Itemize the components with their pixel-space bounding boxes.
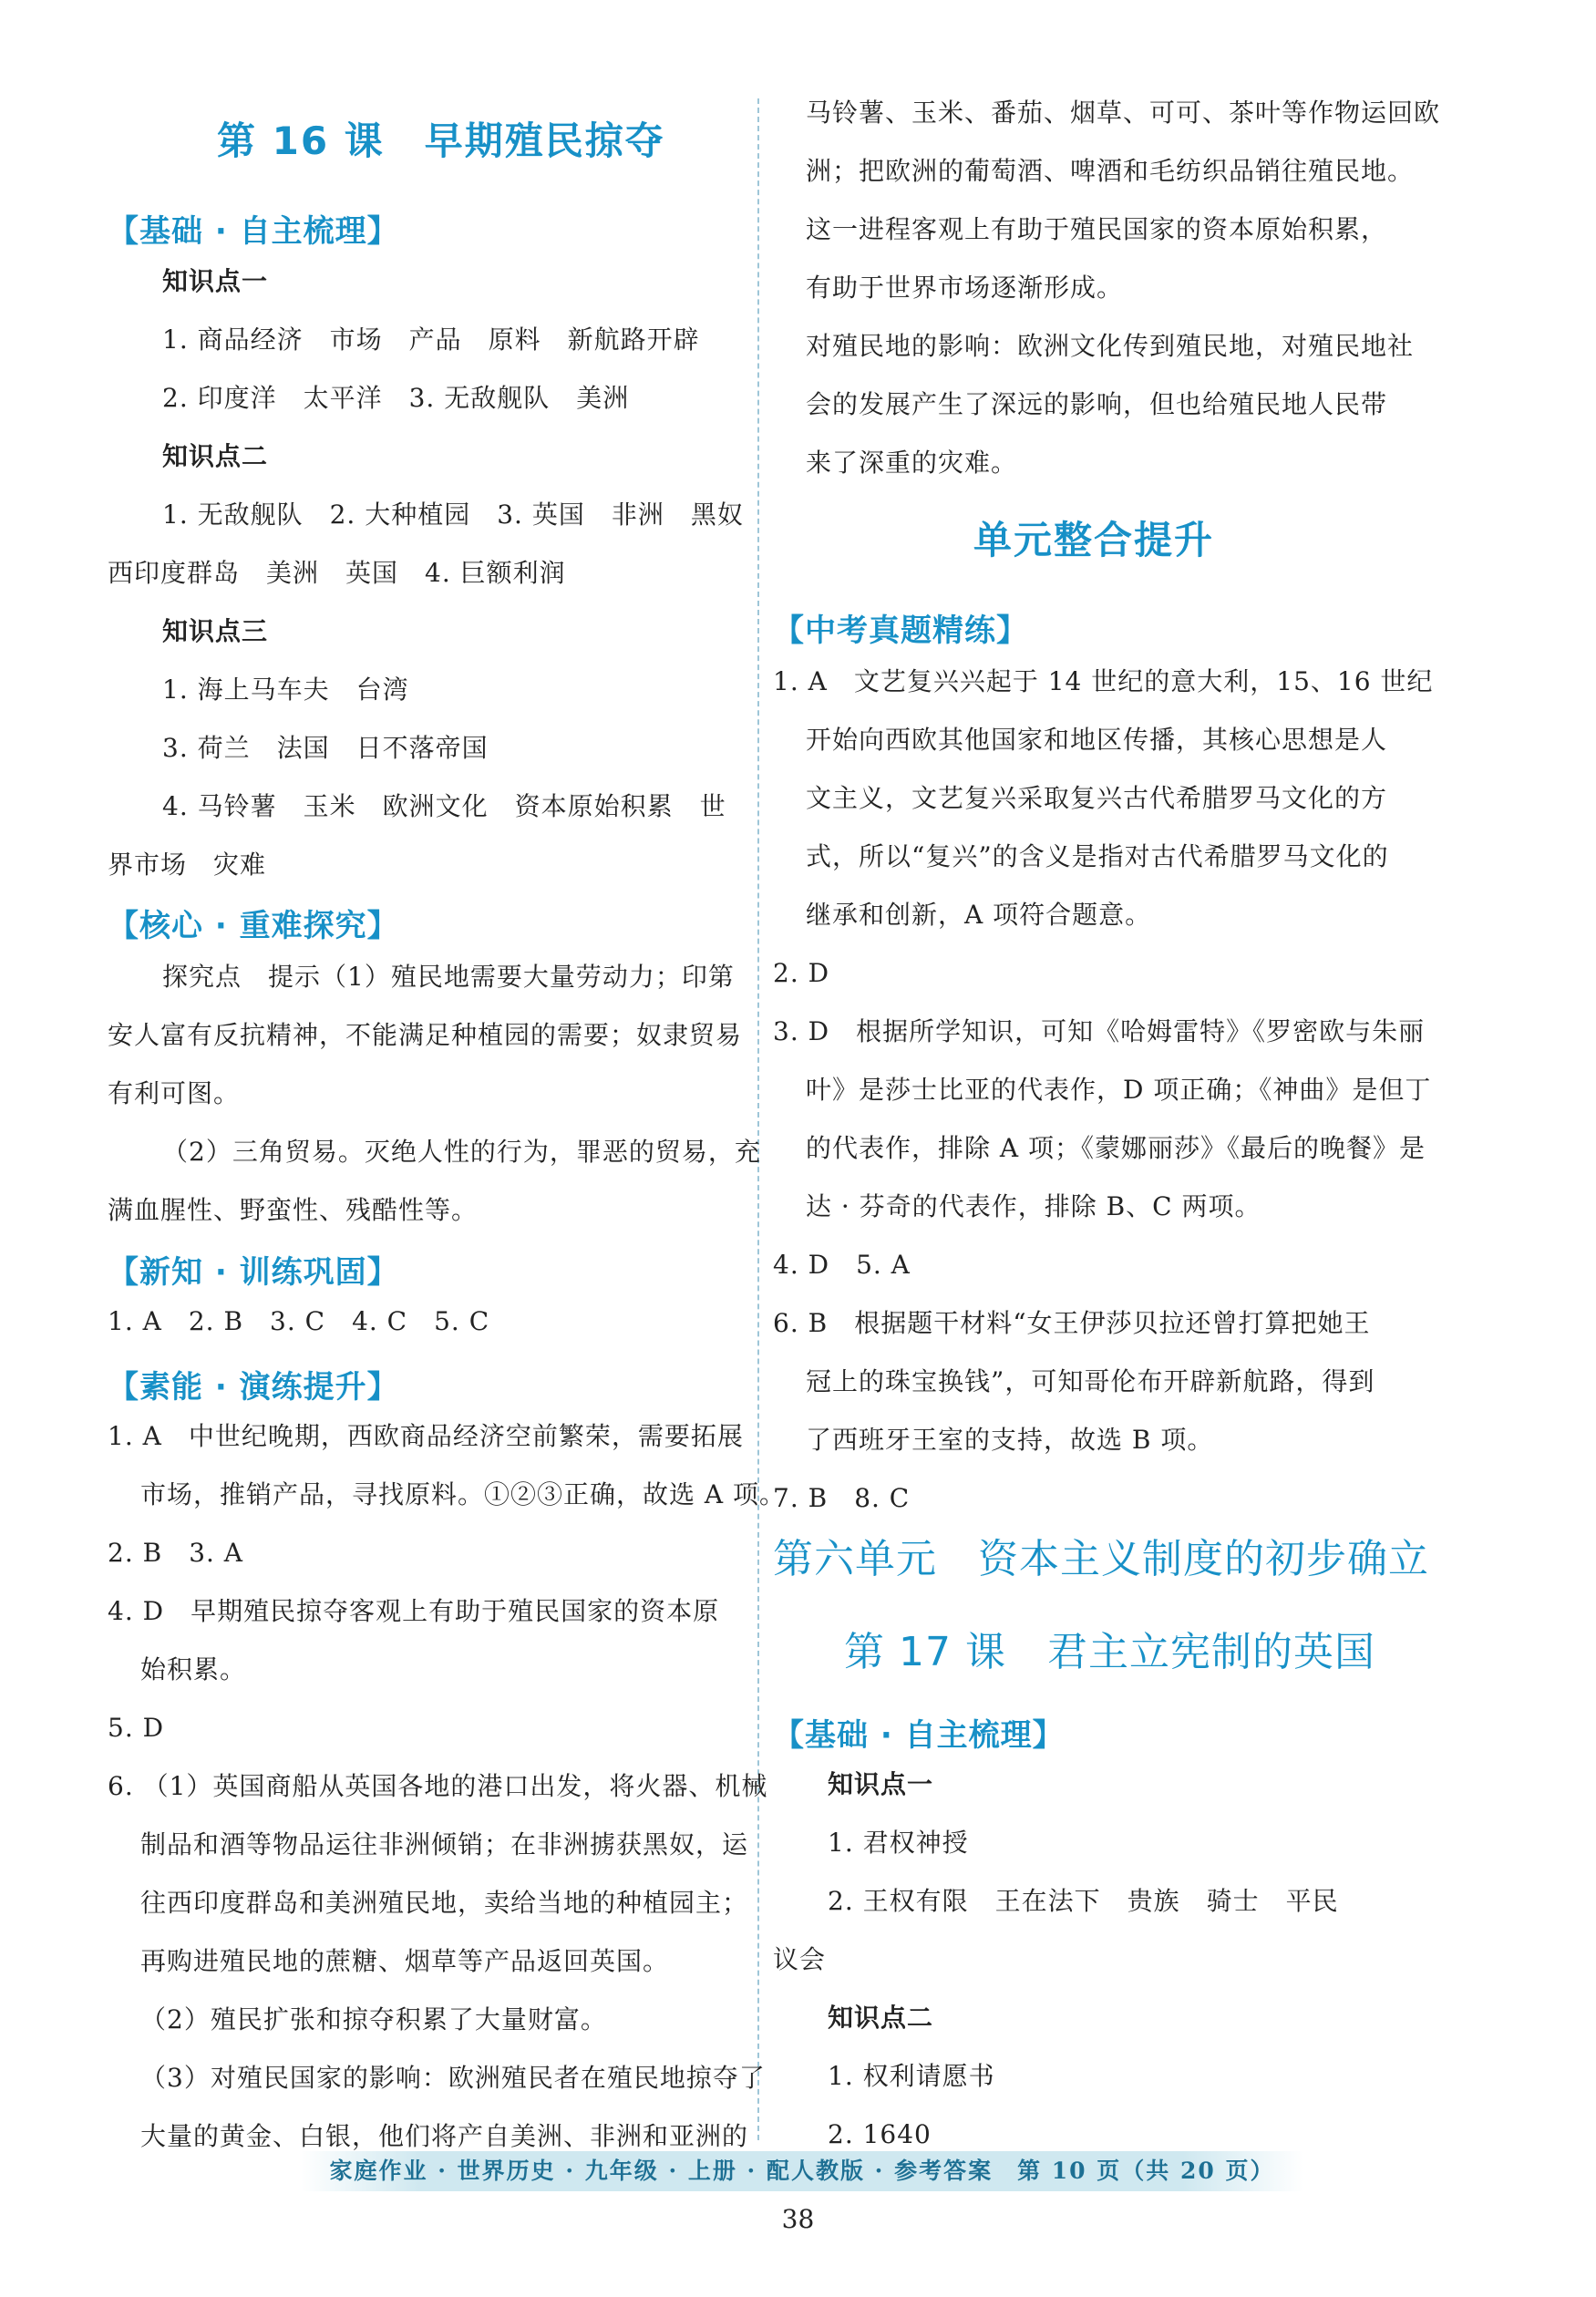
knowledge-point-2: 知识点二 (828, 2003, 934, 2033)
new-knowledge-block (108, 1293, 751, 1351)
lesson-17-title: 第 17 课 君主立宪制的英国 (844, 1629, 1375, 1675)
answer-line: 有利可图。 (108, 1078, 241, 1108)
answer-line: 2. D (773, 958, 830, 988)
answer-line: 2. 1640 (828, 2119, 932, 2149)
answer-line: 界市场 灾难 (108, 850, 267, 880)
section-core-explore: 【核心 · 重难探究】 (108, 908, 399, 944)
answer-line: 5. D (108, 1713, 165, 1743)
answer-line: 这一进程客观上有助于殖民国家的资本原始积累， (806, 214, 1388, 244)
skill-block (108, 1407, 787, 2166)
answer-line: 1. A 文艺复兴兴起于 14 世纪的意大利，15、16 世纪 (773, 666, 1434, 696)
knowledge-block-1 (108, 252, 751, 894)
answer-line: 2. B 3. A (108, 1538, 244, 1568)
answer-line: 1. 无敌舰队 2. 大种植园 3. 英国 非洲 黑奴 (162, 500, 744, 530)
answer-line: 4. D 5. A (773, 1250, 911, 1280)
answer-line: 继承和创新，A 项符合题意。 (806, 900, 1152, 930)
lesson-16-title: 第 16 课 早期殖民掠夺 (217, 118, 665, 163)
answer-line: 达 · 芬奇的代表作，排除 B、C 两项。 (806, 1191, 1261, 1221)
answer-line: 往西印度群岛和美洲殖民地，卖给当地的种植园主； (140, 1888, 749, 1918)
section-basic-review: 【基础 · 自主梳理】 (108, 213, 399, 250)
answer-line: 2. 王权有限 王在法下 贵族 骑士 平民 (828, 1886, 1339, 1916)
knowledge-point-1: 知识点一 (828, 1769, 934, 1799)
answer-line: 有助于世界市场逐渐形成。 (806, 273, 1124, 303)
core-block (108, 948, 761, 1240)
answer-line: 6. （1）英国商船从英国各地的港口出发，将火器、机械 (108, 1771, 768, 1801)
answer-line: 7. B 8. C (773, 1483, 911, 1513)
answer-line: 式，所以“复兴”的含义是指对古代希腊罗马文化的 (806, 841, 1389, 871)
answer-line: 1. 君权神授 (828, 1828, 969, 1858)
footer-banner: 家庭作业 · 世界历史 · 九年级 · 上册 · 配人教版 · 参考答案 第 10 页（共 20 页） (301, 2151, 1303, 2191)
section-skill-practice: 【素能 · 演练提升】 (108, 1369, 399, 1406)
answer-line: 3. D 根据所学知识，可知《哈姆雷特》《罗密欧与朱丽 (773, 1016, 1426, 1046)
answer-line: 4. 马铃薯 玉米 欧洲文化 资本原始积累 世 (162, 791, 726, 821)
answer-line: 1. A 中世纪晚期，西欧商品经济空前繁荣，需要拓展 (108, 1421, 744, 1451)
answer-line: （2）三角贸易。灭绝人性的行为，罪恶的贸易，充 (162, 1137, 761, 1167)
answer-line: 3. 荷兰 法国 日不落帝国 (162, 733, 489, 763)
answer-line: 1. 商品经济 市场 产品 原料 新航路开辟 (162, 324, 700, 355)
answer-line: 了西班牙王室的支持，故选 B 项。 (806, 1425, 1214, 1455)
answer-line: 4. D 早期殖民掠夺客观上有助于殖民国家的资本原 (108, 1596, 720, 1626)
answer-line: 探究点 提示（1）殖民地需要大量劳动力；印第 (162, 962, 735, 992)
answer-line: 对殖民地的影响：欧洲文化传到殖民地，对殖民地社 (806, 331, 1415, 361)
answer-line: 叶》是莎士比亚的代表作，D 项正确；《神曲》是但丁 (806, 1075, 1432, 1105)
column-divider (757, 98, 759, 2140)
unit-6-title: 第六单元 资本主义制度的初步确立 (773, 1536, 1429, 1582)
knowledge-point-3: 知识点三 (162, 616, 269, 646)
answer-line: 满血腥性、野蛮性、残酷性等。 (108, 1195, 479, 1225)
answer-line: 安人富有反抗精神，不能满足种植园的需要；奴隶贸易 (108, 1020, 743, 1050)
page-number: 38 (781, 2204, 815, 2234)
answer-line: 6. B 根据题干材料“女王伊莎贝拉还曾打算把她王 (773, 1308, 1371, 1338)
answer-line: 制品和酒等物品运往非洲倾销；在非洲掳获黑奴，运 (140, 1829, 749, 1859)
knowledge-block-17 (773, 1756, 1422, 2164)
answer-line: 2. 印度洋 太平洋 3. 无敌舰队 美洲 (162, 383, 630, 413)
answer-line: （3）对殖民国家的影响：欧洲殖民者在殖民地掠夺了 (140, 2063, 766, 2093)
exam-block (773, 653, 1434, 1528)
unit-review-title: 单元整合提升 (973, 518, 1215, 562)
answer-line: 会的发展产生了深远的影响，但也给殖民地人民带 (806, 389, 1388, 419)
answer-line: 1. 权利请愿书 (828, 2061, 995, 2091)
answer-line: 1. A 2. B 3. C 4. C 5. C (108, 1306, 490, 1336)
answer-line: 冠上的珠宝换钱”，可知哥伦布开辟新航路，得到 (806, 1366, 1375, 1396)
answer-line: 西印度群岛 美洲 英国 4. 巨额利润 (108, 558, 566, 588)
knowledge-point-2: 知识点二 (162, 441, 269, 471)
continued-block (773, 84, 1441, 492)
answer-line: 的代表作，排除 A 项；《蒙娜丽莎》《最后的晚餐》是 (806, 1133, 1426, 1163)
answer-line: 大量的黄金、白银，他们将产自美洲、非洲和亚洲的 (140, 2121, 749, 2151)
section-exam-practice: 【中考真题精练】 (773, 613, 1028, 649)
answer-line: 议会 (773, 1944, 827, 1974)
answer-line: 始积累。 (140, 1654, 247, 1684)
answer-line: 马铃薯、玉米、番茄、烟草、可可、茶叶等作物运回欧 (806, 98, 1441, 128)
knowledge-point-1: 知识点一 (162, 266, 269, 296)
answer-line: 再购进殖民地的蔗糖、烟草等产品返回英国。 (140, 1946, 670, 1976)
answer-line: 1. 海上马车夫 台湾 (162, 675, 409, 705)
section-new-knowledge: 【新知 · 训练巩固】 (108, 1254, 399, 1291)
section-basic-review-17: 【基础 · 自主梳理】 (773, 1717, 1065, 1754)
answer-line: （2）殖民扩张和掠夺积累了大量财富。 (140, 2004, 607, 2034)
answer-line: 洲；把欧洲的葡萄酒、啤酒和毛纺织品销往殖民地。 (806, 156, 1415, 186)
answer-line: 来了深重的灾难。 (806, 448, 1018, 478)
answer-line: 市场，推销产品，寻找原料。①②③正确，故选 A 项。 (140, 1479, 787, 1509)
answer-line: 开始向西欧其他国家和地区传播，其核心思想是人 (806, 725, 1388, 755)
answer-line: 文主义，文艺复兴采取复兴古代希腊罗马文化的方 (806, 783, 1388, 813)
